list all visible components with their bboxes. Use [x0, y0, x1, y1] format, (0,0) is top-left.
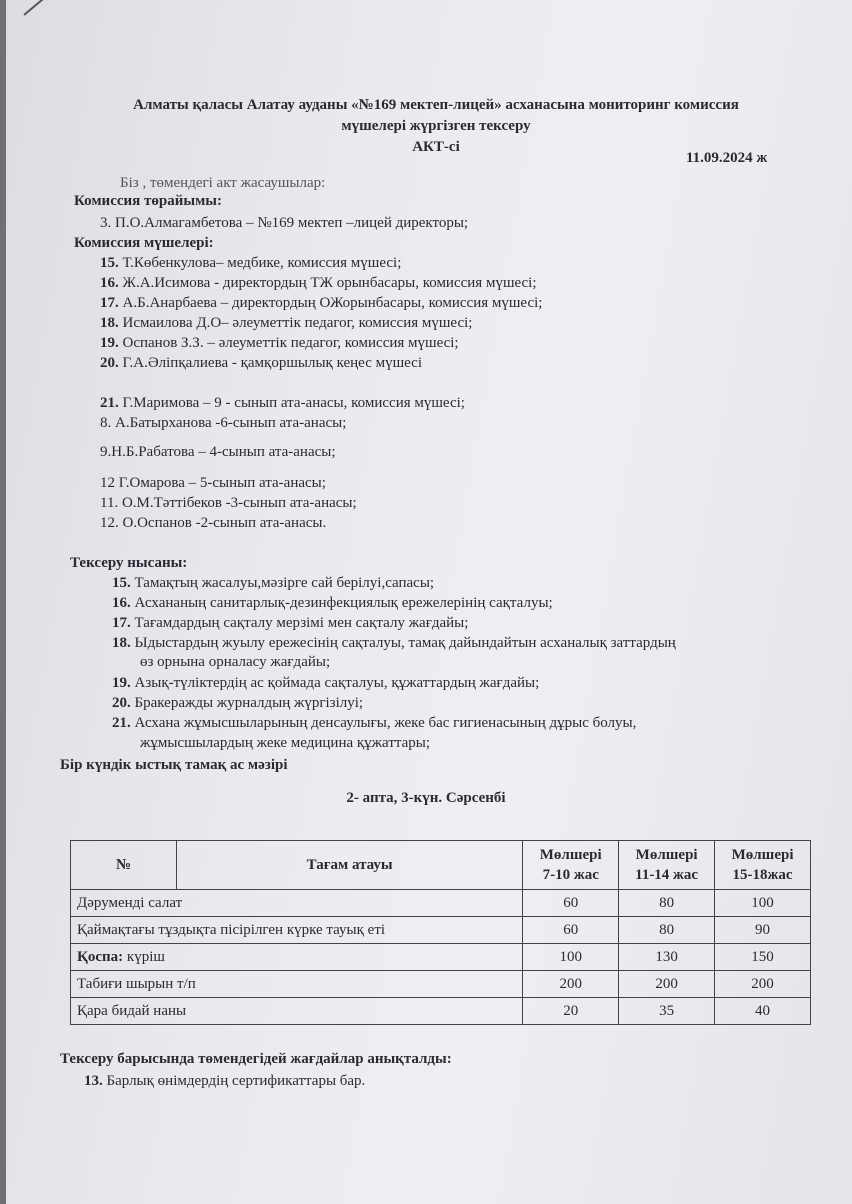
dish-name: Дәруменді салат [77, 894, 183, 911]
dish-name-cell [71, 998, 523, 1025]
member-line [100, 254, 401, 272]
object-line [140, 734, 430, 752]
object-line [112, 574, 434, 592]
object-number: 20. [112, 695, 131, 711]
portion-cell: 150 [715, 944, 811, 971]
object-heading: Тексеру нысаны: [70, 555, 188, 571]
portion-cell: 130 [619, 944, 715, 971]
finding-number: 13. [84, 1073, 103, 1089]
object-text: өз орнына орналасу жағдайы; [140, 654, 331, 670]
member-line [100, 514, 326, 532]
object-number: 21. [112, 715, 131, 731]
portion-cell: 90 [715, 917, 811, 944]
act-header [66, 95, 806, 158]
header-portion-15-18: Мөлшері 15-18жас [715, 841, 811, 890]
header-line-1: Алматы қаласы Алатау ауданы «№169 мектеп-лицей» асханасына мониторинг комиссия [133, 97, 739, 113]
menu-table-header [71, 841, 811, 890]
object-number: 19. [112, 675, 131, 691]
member-text: Исмаилова Д.О– әлеуметтік педагог, комиссия мүшесі; [122, 315, 473, 331]
member-text: Оспанов З.З. – әлеуметтік педагог, комиссия мүшесі; [122, 335, 459, 351]
dish-name-cell [71, 944, 523, 971]
dish-name-cell [71, 971, 523, 998]
portion-cell: 100 [715, 890, 811, 917]
object-number: 15. [112, 575, 131, 591]
finding-line [84, 1072, 365, 1090]
member-line [100, 294, 542, 312]
member-text: Г.Маримова – 9 - сынып ата-анасы, комиссия мүшесі; [122, 395, 465, 411]
object-text: жұмысшылардың жеке медицина құжаттары; [140, 735, 431, 751]
member-text: 8. А.Батырханова -6-сынып ата-анасы; [100, 415, 347, 431]
portion-cell: 100 [523, 944, 619, 971]
object-line [140, 653, 330, 671]
members-heading: Комиссия мүшелері: [74, 235, 214, 251]
object-text: Азық-түліктердің ас қоймада сақталуы, құжаттардың жағдайы; [134, 675, 540, 691]
member-text: А.Б.Анарбаева – директордың ОЖорынбасары, комиссия мүшесі; [122, 295, 543, 311]
object-text: Бракеражды журналдың жүргізілуі; [134, 695, 364, 711]
table-row [71, 998, 811, 1025]
member-text: Т.Көбенкулова– медбике, комиссия мүшесі; [122, 255, 402, 271]
portion-cell: 200 [715, 971, 811, 998]
portion-cell: 200 [619, 971, 715, 998]
member-line [100, 474, 326, 492]
dish-name: Табиғи шырын т/п [77, 975, 196, 992]
member-text: 12 Г.Омарова – 5-сынып ата-анасы; [100, 475, 326, 491]
object-number: 17. [112, 615, 131, 631]
intro-text: Біз , төмендегі акт жасаушылар: [120, 175, 326, 191]
member-line [100, 494, 357, 512]
findings-heading: Тексеру барысында төмендегідей жағдайлар анықталды: [60, 1051, 452, 1067]
object-text: Асхананың санитарлық-дезинфекциялық ережелерінің сақталуы; [134, 595, 553, 611]
portion-cell: 60 [523, 890, 619, 917]
portion-cell: 80 [619, 890, 715, 917]
menu-table-body [71, 890, 811, 1025]
object-text: Асхана жұмысшыларының денсаулығы, жеке бас гигиенасының дұрыс болуы, [134, 715, 637, 731]
member-text: Ж.А.Исимова - директордың ТЖ орынбасары, комиссия мүшесі; [122, 275, 537, 291]
member-number: 16. [100, 275, 119, 291]
dish-name: Қара бидай наны [77, 1002, 187, 1019]
dish-prefix: Қоспа: [77, 948, 124, 965]
member-line [100, 443, 336, 461]
menu-table [70, 840, 811, 1025]
member-number: 20. [100, 355, 119, 371]
member-line [100, 274, 537, 292]
table-row [71, 917, 811, 944]
object-number: 16. [112, 595, 131, 611]
header-portion-11-14: Мөлшері 11-14 жас [619, 841, 715, 890]
portion-cell: 35 [619, 998, 715, 1025]
object-text: Ыдыстардың жуылу ережесінің сақталуы, тамақ дайындайтын асханалық заттардың [134, 635, 676, 651]
table-row [71, 890, 811, 917]
dish-name-cell [71, 890, 523, 917]
header-dish-name: Тағам атауы [177, 841, 523, 890]
member-text: 9.Н.Б.Рабатова – 4-сынып ата-анасы; [100, 444, 336, 460]
object-line [112, 594, 553, 612]
object-text: Тағамдардың сақталу мерзімі мен сақталу жағдайы; [134, 615, 469, 631]
menu-title: 2- апта, 3-күн. Сәрсенбі [346, 790, 506, 806]
portion-cell: 40 [715, 998, 811, 1025]
header-line-3: АКТ-сі [412, 139, 460, 155]
object-line [112, 614, 468, 632]
member-line [100, 394, 465, 412]
pen-mark [23, 0, 55, 16]
header-line-2: мүшелері жүргізген тексеру [341, 118, 531, 134]
member-line [100, 414, 346, 432]
member-line [100, 334, 459, 352]
member-text: 11. О.М.Тәттібеков -3-сынып ата-анасы; [100, 495, 357, 511]
act-date: 11.09.2024 ж [686, 150, 768, 166]
menu-heading: Бір күндік ыстық тамақ ас мәзірі [60, 757, 288, 773]
dish-name-cell [71, 917, 523, 944]
portion-cell: 60 [523, 917, 619, 944]
object-text: Тамақтың жасалуы,мәзірге сай берілуі,сапасы; [134, 575, 435, 591]
dish-name: Қаймақтағы тұздықта пісірілген күрке тауық еті [77, 921, 386, 938]
member-number: 19. [100, 335, 119, 351]
header-number: № [71, 841, 177, 890]
finding-text: Барлық өнімдердің сертификаттары бар. [106, 1073, 366, 1089]
portion-cell: 200 [523, 971, 619, 998]
member-number: 15. [100, 255, 119, 271]
object-number: 18. [112, 635, 131, 651]
portion-cell: 20 [523, 998, 619, 1025]
dish-name: күріш [123, 948, 165, 965]
member-line [100, 354, 422, 372]
chair-heading: Комиссия төрайымы: [74, 193, 223, 209]
member-number: 17. [100, 295, 119, 311]
member-line [100, 314, 472, 332]
object-line [112, 694, 363, 712]
object-line [112, 714, 636, 732]
member-number: 21. [100, 395, 119, 411]
member-text: Г.А.Әліпқалиева - қамқоршылық кеңес мүшесі [122, 355, 423, 371]
table-row [71, 944, 811, 971]
object-line [112, 634, 676, 652]
table-row [71, 971, 811, 998]
member-text: 12. О.Оспанов -2-сынып ата-анасы. [100, 515, 327, 531]
portion-cell: 80 [619, 917, 715, 944]
chair-line: 3. П.О.Алмагамбетова – №169 мектеп –лицей директоры; [100, 215, 469, 231]
member-number: 18. [100, 315, 119, 331]
object-line [112, 674, 539, 692]
header-portion-7-10: Мөлшері 7-10 жас [523, 841, 619, 890]
